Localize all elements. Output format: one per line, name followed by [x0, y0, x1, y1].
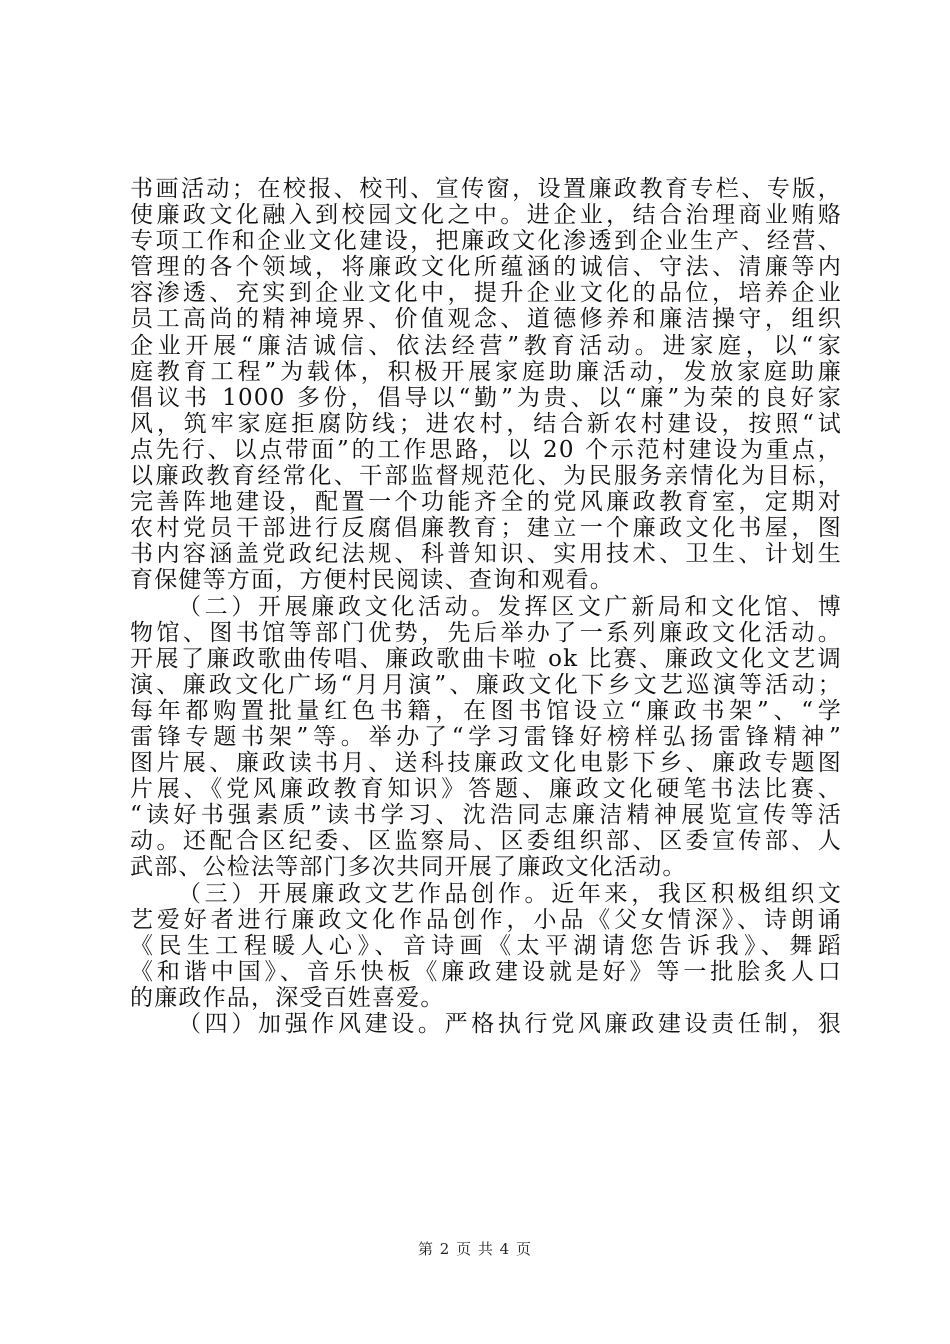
text-line: 物馆、图书馆等部门优势，先后举办了一系列廉政文化活动。: [130, 619, 842, 646]
text-line: 演、廉政文化广场“月月演”、廉政文化下乡文艺巡演等活动；: [130, 671, 842, 698]
text-line: 图片展、廉政读书月、送科技廉政文化电影下乡、廉政专题图: [130, 750, 842, 777]
paragraph-section-3: [130, 881, 842, 1011]
text-line: 书内容涵盖党政纪法规、科普知识、实用技术、卫生、计划生: [130, 541, 842, 568]
text-line: 艺爱好者进行廉政文化作品创作，小品《父女情深》、诗朗诵: [130, 906, 842, 933]
text-line: 风，筑牢家庭拒腐防线；进农村，结合新农村建设，按照“试: [130, 410, 842, 437]
page-number-footer: 第 2 页 共 4 页: [418, 1240, 532, 1258]
text-line: 庭教育工程”为载体，积极开展家庭助廉活动，发放家庭助廉: [130, 358, 842, 385]
section-heading-line: （四）加强作风建设。严格执行党风廉政建设责任制，狠: [178, 1011, 842, 1037]
text-line: 《和谐中国》、音乐快板《廉政建设就是好》等一批脍炙人口: [130, 958, 842, 985]
paragraph-continued: [130, 176, 842, 594]
section-heading-line: （三）开展廉政文艺作品创作。近年来，我区积极组织文: [178, 880, 842, 907]
text-line: 容渗透、充实到企业文化中，提升企业文化的品位，培养企业: [130, 280, 842, 307]
text-line: 员工高尚的精神境界、价值观念、道德修养和廉洁操守，组织: [130, 306, 842, 333]
section-heading-line: （二）开展廉政文化活动。发挥区文广新局和文化馆、博: [178, 593, 842, 620]
text-line: 专项工作和企业文化建设，把廉政文化渗透到企业生产、经营、: [130, 228, 842, 255]
text-line: 书画活动；在校报、校刊、宣传窗，设置廉政教育专栏、专版，: [130, 176, 842, 202]
text-line: 以廉政教育经常化、干部监督规范化、为民服务亲情化为目标，: [130, 463, 842, 490]
document-body: [130, 176, 842, 1037]
text-line: 每年都购置批量红色书籍，在图书馆设立“廉政书架”、“学: [130, 697, 842, 724]
paragraph-section-2: [130, 594, 842, 881]
text-line: 点先行、以点带面”的工作思路，以 20 个示范村建设为重点，: [130, 436, 842, 463]
text-line: 《民生工程暖人心》、音诗画《太平湖请您告诉我》、舞蹈: [130, 932, 842, 959]
paragraph-section-4: [130, 1011, 842, 1037]
text-line: 完善阵地建设，配置一个功能齐全的党风廉政教育室，定期对: [130, 489, 842, 516]
text-line: 农村党员干部进行反腐倡廉教育；建立一个廉政文化书屋，图: [130, 515, 842, 542]
text-line: 企业开展“廉洁诚信、依法经营”教育活动。进家庭，以“家: [130, 332, 842, 359]
text-line: 片展、《党风廉政教育知识》答题、廉政文化硬笔书法比赛、: [130, 776, 842, 803]
text-line: 开展了廉政歌曲传唱、廉政歌曲卡啦 ok 比赛、廉政文化文艺调: [130, 645, 842, 672]
text-line: 倡议书 1000 多份，倡导以“勤”为贵、以“廉”为荣的良好家: [130, 384, 842, 411]
text-line: 育保健等方面，方便村民阅读、查询和观看。: [130, 567, 614, 594]
text-line: 动。还配合区纪委、区监察局、区委组织部、区委宣传部、人: [130, 828, 842, 855]
text-line: 管理的各个领域，将廉政文化所蕴涵的诚信、守法、清廉等内: [130, 254, 842, 281]
text-line: 武部、公检法等部门多次共同开展了廉政文化活动。: [130, 854, 687, 881]
text-line: 雷锋专题书架”等。举办了“学习雷锋好榜样弘扬雷锋精神”: [130, 723, 842, 750]
text-line: “读好书强素质”读书学习、沈浩同志廉洁精神展览宣传等活: [130, 802, 842, 829]
text-line: 的廉政作品，深受百姓喜爱。: [130, 984, 445, 1011]
text-line: 使廉政文化融入到校园文化之中。进企业，结合治理商业贿赂: [130, 202, 842, 229]
